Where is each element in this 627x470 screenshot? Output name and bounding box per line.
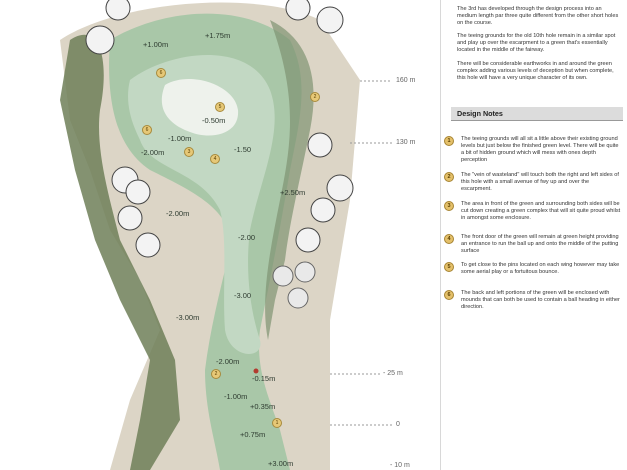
note-text: The front door of the green will remain at green height providing an entrance to run the ball up and onto the middle of the putting surface [461, 234, 619, 255]
elevation-label: -1.00m [168, 134, 192, 143]
elevation-label: +1.75m [205, 31, 231, 40]
note-text: The back and left portions of the green will be enclosed with mounds that can both be used to contain a ball heading in either direction. [461, 290, 620, 311]
elevation-label: -0.50m [202, 116, 226, 125]
intro-paragraph: The teeing grounds for the old 10th hole remain in a similar spot and play up over the escarpment to a green that's essentially located in the middle of the fairway. [457, 33, 616, 54]
note-number: 5 [444, 262, 454, 272]
intro-text [457, 6, 619, 88]
elevation-label: -2.00m [141, 148, 165, 157]
elevation-label: -2.00 [238, 233, 256, 242]
distance-label: - 25 m [383, 370, 403, 377]
note-number: 2 [444, 172, 454, 182]
note-text: The teeing grounds will all sit a little above their existing ground levels but just below the finished green level. There will be quite a bit of hidden ground which will mess with ones depth perception [461, 136, 619, 164]
elevation-label: +1.00m [143, 40, 169, 49]
note-marker: 6 [156, 68, 166, 78]
design-note [447, 290, 621, 311]
design-notes-header [451, 107, 623, 121]
distance-label: 0 [396, 421, 400, 428]
note-text: The area in front of the green and surrounding both sides will be cut down creating a green complex that will sit quite proud whilst in amongst some enclosure. [461, 201, 621, 222]
note-marker: 2 [310, 92, 320, 102]
note-marker: 3 [184, 147, 194, 157]
design-note [447, 172, 621, 193]
distance-label: 160 m [396, 77, 416, 84]
distance-label: 130 m [396, 139, 416, 146]
elevation-label: -0.15m [252, 374, 276, 383]
note-marker: 4 [210, 154, 220, 164]
elevation-label: +0.35m [250, 402, 276, 411]
design-note [447, 136, 621, 164]
note-marker: 6 [142, 125, 152, 135]
design-note [447, 201, 621, 222]
note-marker: 5 [215, 102, 225, 112]
elevation-label: +3.00m [268, 459, 294, 468]
design-note [447, 234, 621, 255]
elevation-label: +2.50m [280, 188, 306, 197]
design-notes-title: Design Notes [457, 109, 503, 118]
design-note [447, 262, 621, 276]
intro-paragraph: The 3rd has developed through the design process into an medium length par three quite different from the other short holes on the course. [457, 6, 619, 27]
elevation-label: -3.00 [234, 291, 252, 300]
note-number: 6 [444, 290, 454, 300]
elevation-label: -1.00m [224, 392, 248, 401]
note-number: 4 [444, 234, 454, 244]
note-number: 1 [444, 136, 454, 146]
note-marker: 1 [272, 418, 282, 428]
note-number: 3 [444, 201, 454, 211]
elevation-label: -2.00m [166, 209, 190, 218]
elevation-label: +0.75m [240, 430, 266, 439]
elevation-label: -1.50 [234, 145, 252, 154]
elevation-label: -3.00m [176, 313, 200, 322]
elevation-label: -2.00m [216, 357, 240, 366]
note-text: The "vein of wasteland" will touch both the right and left sides of this hole with a small avenue of fwy up and over the escarpment. [461, 172, 619, 193]
note-marker: 2 [211, 369, 221, 379]
distance-label: - 10 m [390, 462, 410, 469]
note-text: To get close to the pins located on each wing however may take some aerial play or a fortuitous bounce. [461, 262, 620, 276]
notes-panel [440, 0, 627, 470]
intro-paragraph: There will be considerable earthworks in and around the green complex adding various levels of deception but when complete, this hole will have a very unique character of its own. [457, 60, 614, 81]
